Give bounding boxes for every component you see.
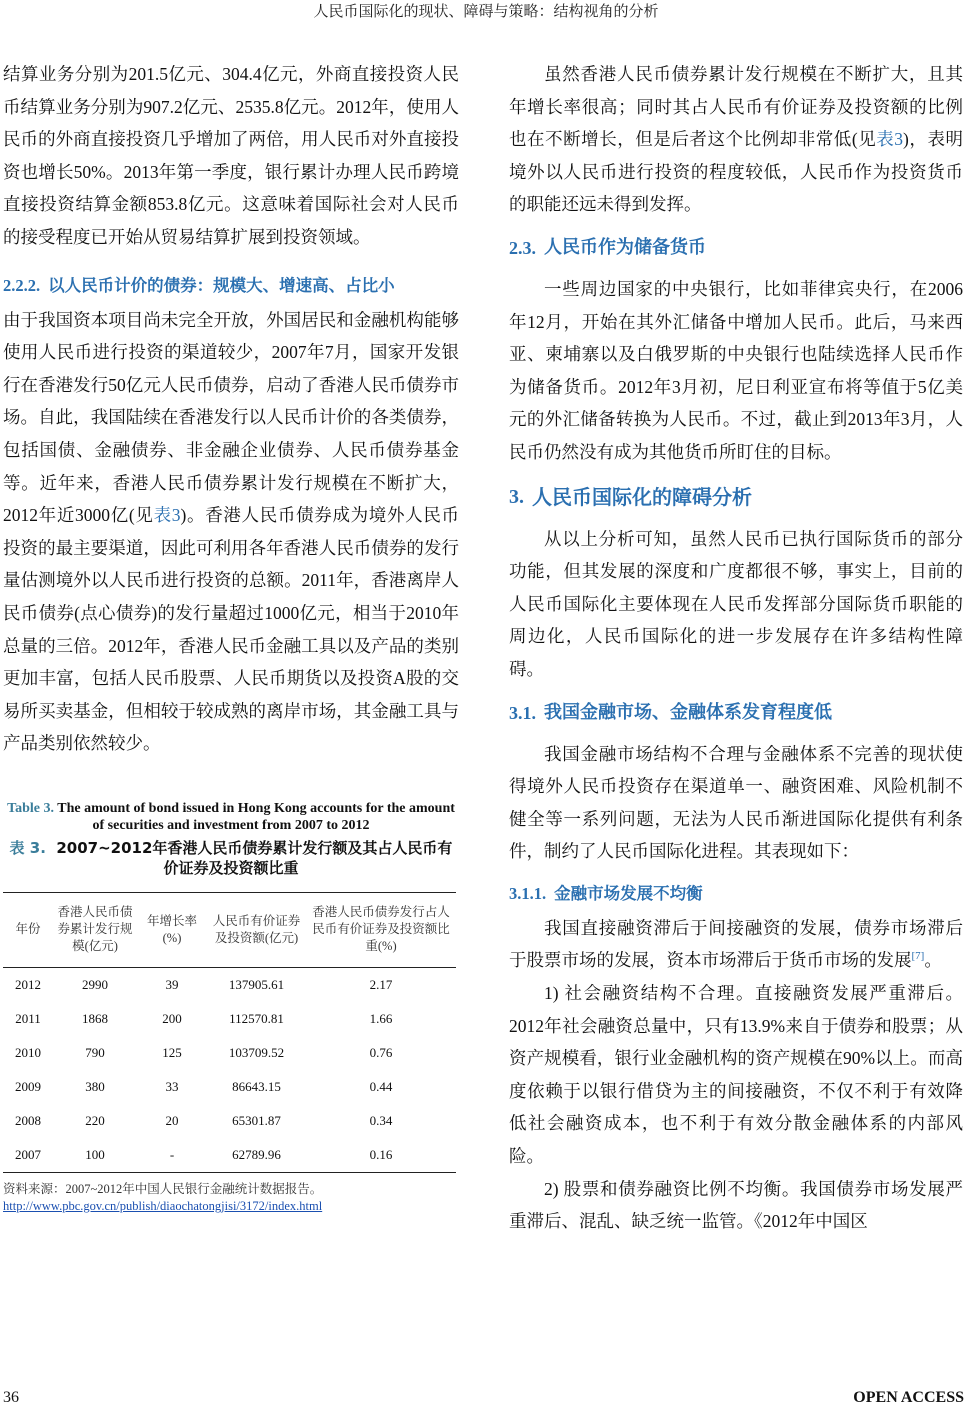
table-cell: 100: [53, 1138, 137, 1173]
left-column: [3, 58, 459, 1215]
data-table: [3, 892, 456, 1173]
section-heading-2-2-2: [3, 272, 459, 300]
section-title: 金融市场发展不均衡: [554, 883, 703, 903]
section-number: 3.1.: [509, 702, 536, 723]
table-cell: 65301.87: [232, 1112, 281, 1128]
column-header: 香港人民币债券发行占人民币有价证券及投资额比重(%): [306, 892, 456, 967]
text: )，表明境外以人民币进行投资的程度较低，人民币作为投资货币的职能还远未得到发挥。: [509, 129, 964, 215]
table-cell: 2009: [15, 1078, 41, 1094]
table-cell: 2007: [3, 1138, 53, 1173]
column-header: 人民币有价证券及投资额(亿元): [207, 892, 306, 967]
section-number: 2.3.: [509, 237, 536, 258]
table-cell: 1.66: [369, 1010, 393, 1026]
table-title: 2007~2012年香港人民币债券累计发行额及其占人民币有价证券及投资额比重: [56, 838, 453, 877]
table-label: 表 3.: [9, 838, 46, 857]
table-cell: 103709.52: [228, 1044, 285, 1060]
table-row: [3, 1070, 456, 1104]
text: 。: [924, 950, 942, 971]
open-access-label: OPEN ACCESS: [853, 1389, 964, 1406]
table-reference-link[interactable]: 表3: [153, 505, 181, 526]
right-column: [509, 58, 963, 1238]
source-link[interactable]: http://www.pbc.gov.cn/publish/diaochatongjisi/3172/index.html: [3, 1198, 323, 1213]
table-row: [3, 1036, 456, 1070]
paragraph: 结算业务分别为201.5亿元、304.4亿元，外商直接投资人民币结算业务分别为907.2亿元、2535.8亿元。2012年，使用人民币的外商直接投资几乎增加了两倍，用人民币对外直接投资也增长50%。2013年第一季度，银行累计办理人民币跨境直接投资结算金额853.8亿元。这意味着国际社会对人民币的接受程度已开始从贸易结算扩展到投资领域。: [3, 64, 459, 247]
text: 虽然香港人民币债券累计发行规模在不断扩大，且其年增长率很高；同时其占人民币有价证券及投资额的比例也在不断增长，但是后者这个比例却非常低(见: [509, 64, 963, 150]
table-caption-cn: [3, 838, 459, 878]
text: )。香港人民币债券成为境外人民币投资的最主要渠道，因此可利用各年香港人民币债券的发行量估测境外以人民币进行投资的总额。2011年，香港离岸人民币债券(点心债券)的发行量超过1000亿元，相当于2010年总量的三倍。2012年，香港人民币金融工具以及产品的类别更加丰富，包括人民币股票、人民币期货以及投资A股的交易所买卖基金，但相较于较成熟的离岸市场，其金融工具与产品类别依然较少。: [3, 505, 460, 754]
citation-link[interactable]: [7]: [911, 950, 925, 963]
section-title: 我国金融市场、金融体系发育程度低: [544, 701, 832, 723]
table-cell: 0.16: [306, 1138, 456, 1173]
table-cell: 790: [85, 1044, 105, 1060]
table-cell: 0.76: [369, 1044, 393, 1060]
table-cell: 137905.61: [228, 976, 285, 992]
table-cell: 200: [162, 1010, 182, 1026]
column-header: 年增长率(%): [137, 892, 207, 967]
page-number: 36: [3, 1389, 19, 1406]
table-row: [3, 967, 456, 1002]
paragraph: 2) 股票和债券融资比例不均衡。我国债券市场发展严重滞后、混乱、缺乏统一监管。《2012年中国区: [509, 1178, 963, 1232]
table-cell: 0.44: [369, 1078, 393, 1094]
section-heading-3: [509, 483, 963, 511]
table-caption-en: [3, 800, 459, 834]
table-cell: 62789.96: [207, 1138, 306, 1173]
table-cell: 2012: [15, 976, 41, 992]
section-heading-3-1: [509, 700, 963, 726]
table-reference-link[interactable]: 表3: [876, 129, 904, 150]
section-heading-3-1-1: [509, 880, 963, 908]
paragraph: [3, 304, 459, 760]
paragraph: [509, 912, 963, 977]
table-cell: 86643.15: [232, 1078, 281, 1094]
text: 我国直接融资滞后于间接融资的发展，债券市场滞后于股票市场的发展，资本市场滞后于货币市场的发展: [509, 917, 963, 971]
table-cell: 0.34: [369, 1112, 393, 1128]
source-text: 资料来源：2007~2012年中国人民银行金融统计数据报告。: [3, 1181, 323, 1196]
table-cell: 2990: [82, 976, 108, 992]
table-cell: 2011: [15, 1010, 41, 1026]
paragraph: [509, 58, 963, 221]
section-heading-2-3: [509, 235, 963, 261]
section-number: 3.: [509, 485, 524, 508]
paragraph: 我国金融市场结构不合理与金融体系不完善的现状使得境外人民币投资存在渠道单一、融资困难、风险机制不健全等一系列问题，无法为人民币渐进国际化提供有利条件，制约了人民币国际化进程。其表现如下：: [509, 743, 963, 862]
table-cell: 2.17: [369, 976, 393, 992]
section-title: 人民币作为储备货币: [544, 236, 706, 258]
table-cell: 33: [165, 1078, 179, 1094]
table-row: [3, 1002, 456, 1036]
table-label: Table 3.: [7, 800, 55, 816]
table-row: [3, 1104, 456, 1138]
table-header-row: [3, 892, 456, 967]
section-title: 人民币国际化的障碍分析: [532, 484, 752, 509]
column-header: 香港人民币债券累计发行规模(亿元): [53, 892, 137, 967]
table-source: [3, 1181, 459, 1215]
paragraph: 1) 社会融资结构不合理。直接融资发展严重滞后。2012年社会融资总量中，只有13.9%来自于债券和股票；从资产规模看，银行业金融机构的资产规模在90%以上。而高度依赖于以银行借贷为主的间接融资，不仅不利于有效降低社会融资成本，也不利于有效分散金融体系的内部风险。: [509, 983, 963, 1167]
table-cell: 20: [165, 1112, 179, 1128]
table-cell: 2010: [15, 1044, 41, 1060]
table-cell: 125: [162, 1044, 182, 1060]
table-cell: 112570.81: [229, 1010, 284, 1026]
table-cell: 220: [85, 1112, 105, 1128]
paragraph: 一些周边国家的中央银行，比如菲律宾央行，在2006年12月，开始在其外汇储备中增加人民币。此后，马来西亚、柬埔寨以及白俄罗斯的中央银行也陆续选择人民币作为储备货币。2012年3月初，尼日利亚宣布将等值于5亿美元的外汇储备转换为人民币。不过，截止到2013年3月，人民币仍然没有成为其他货币所盯住的目标。: [509, 278, 963, 462]
column-header: 年份: [3, 892, 53, 967]
running-header: 人民币国际化的现状、障碍与策略：结构视角的分析: [313, 4, 659, 20]
table-title: The amount of bond issued in Hong Kong accounts for the amount of securities and investment from 2007 to 2012: [57, 800, 455, 833]
section-number: 3.1.1.: [509, 883, 547, 903]
table-cell: 380: [85, 1078, 105, 1094]
section-number: 2.2.2.: [3, 275, 41, 295]
table-cell: 2008: [15, 1112, 41, 1128]
paragraph: 从以上分析可知，虽然人民币已执行国际货币的部分功能，但其发展的深度和广度都很不够，事实上，目前的人民币国际化主要体现在人民币发挥部分国际货币职能的周边化，人民币国际化的进一步发展存在许多结构性障碍。: [509, 528, 963, 679]
text: 由于我国资本项目尚未完全开放，外国居民和金融机构能够使用人民币进行投资的渠道较少，2007年7月，国家开发银行在香港发行50亿元人民币债券，启动了香港人民币债券市场。自此，我国陆续在香港发行以人民币计价的各类债券，包括国债、金融债券、非金融企业债券、人民币债券基金等。近年来，香港人民币债券累计发行规模在不断扩大，2012年近3000亿(见: [3, 309, 459, 526]
table-cell: 1868: [82, 1010, 108, 1026]
table-row: [3, 1138, 456, 1173]
section-title: 以人民币计价的债券：规模大、增速高、占比小: [48, 275, 395, 295]
table-cell: 39: [165, 976, 179, 992]
table-cell: -: [137, 1138, 207, 1173]
